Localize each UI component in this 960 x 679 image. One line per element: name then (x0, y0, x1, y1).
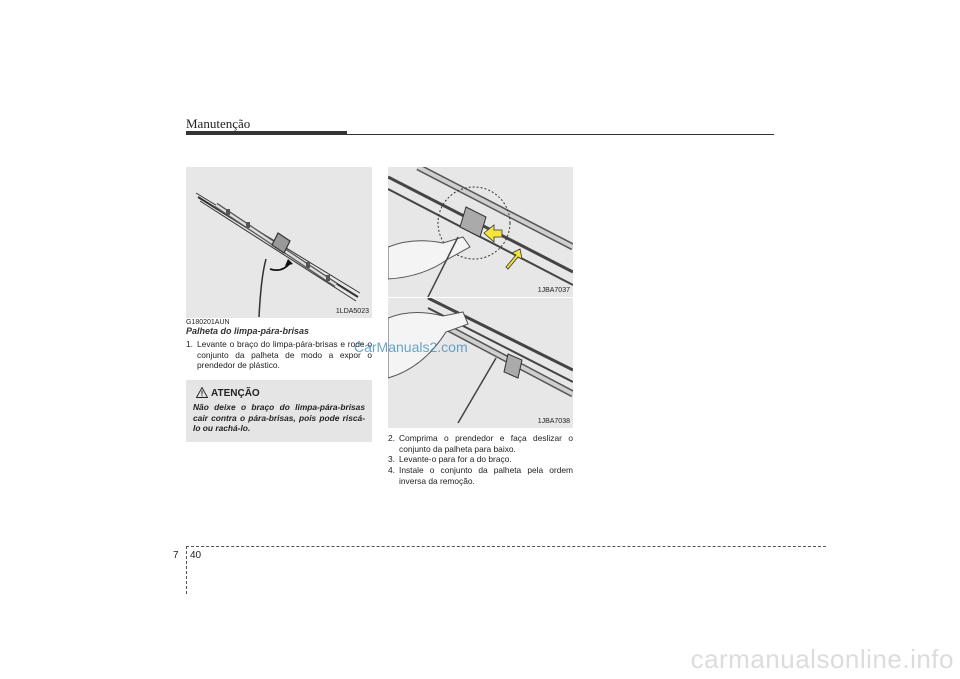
step-text: Levante o braço do limpa-pára-brisas e rode o conjunto da palheta de modo a expor o prendedor de plástico. (197, 339, 372, 370)
step-item (388, 454, 573, 465)
figure-code: 1JBA7038 (537, 418, 570, 425)
wiper-blade-rotate-illustration (186, 167, 372, 318)
figure-code: 1LDA5023 (335, 308, 369, 315)
header-rule (186, 134, 774, 135)
step-text: Levante-o para for a do braço. (399, 454, 512, 464)
bottom-watermark: carmanualsonline.info (690, 644, 954, 674)
figure-code: 1JBA7037 (537, 287, 570, 294)
step-item (388, 465, 573, 486)
wiper-clip-press-drawing (388, 167, 573, 297)
section-code: G180201AUN (186, 319, 230, 326)
warning-triangle-icon (196, 387, 208, 398)
wiper-clip-press-illustration (388, 167, 573, 297)
wiper-blade-lift-drawing (388, 298, 573, 428)
step-item (388, 433, 573, 454)
page-header-title: Manutenção (186, 116, 251, 131)
site-watermark: CarManuals2.com (354, 339, 468, 355)
step-text: Instale o conjunto da palheta pela ordem inversa da remoção. (399, 465, 573, 486)
caution-box (186, 380, 372, 442)
page-number: 40 (190, 550, 202, 561)
wiper-blade-rotate-drawing (186, 167, 372, 318)
caution-text: Não deixe o braço do limpa-pára-brisas cair contra o pára-brisas, pois pode riscá-lo ou rachá-lo. (193, 402, 365, 433)
caution-title: ATENÇÃO (211, 388, 260, 399)
wiper-blade-lift-illustration (388, 298, 573, 428)
step-number: 4. (388, 465, 395, 475)
step-text: Comprima o prendedor e faça deslizar o conjunto da palheta para baixo. (399, 433, 573, 454)
step-number: 3. (388, 454, 395, 464)
footer-rule (186, 546, 826, 547)
chapter-number: 7 (173, 550, 179, 561)
footer-divider (186, 546, 187, 594)
step-number: 1. (186, 339, 193, 349)
step-item (186, 339, 372, 371)
section-title: Palheta do limpa-pára-brisas (186, 326, 310, 336)
step-number: 2. (388, 433, 395, 443)
